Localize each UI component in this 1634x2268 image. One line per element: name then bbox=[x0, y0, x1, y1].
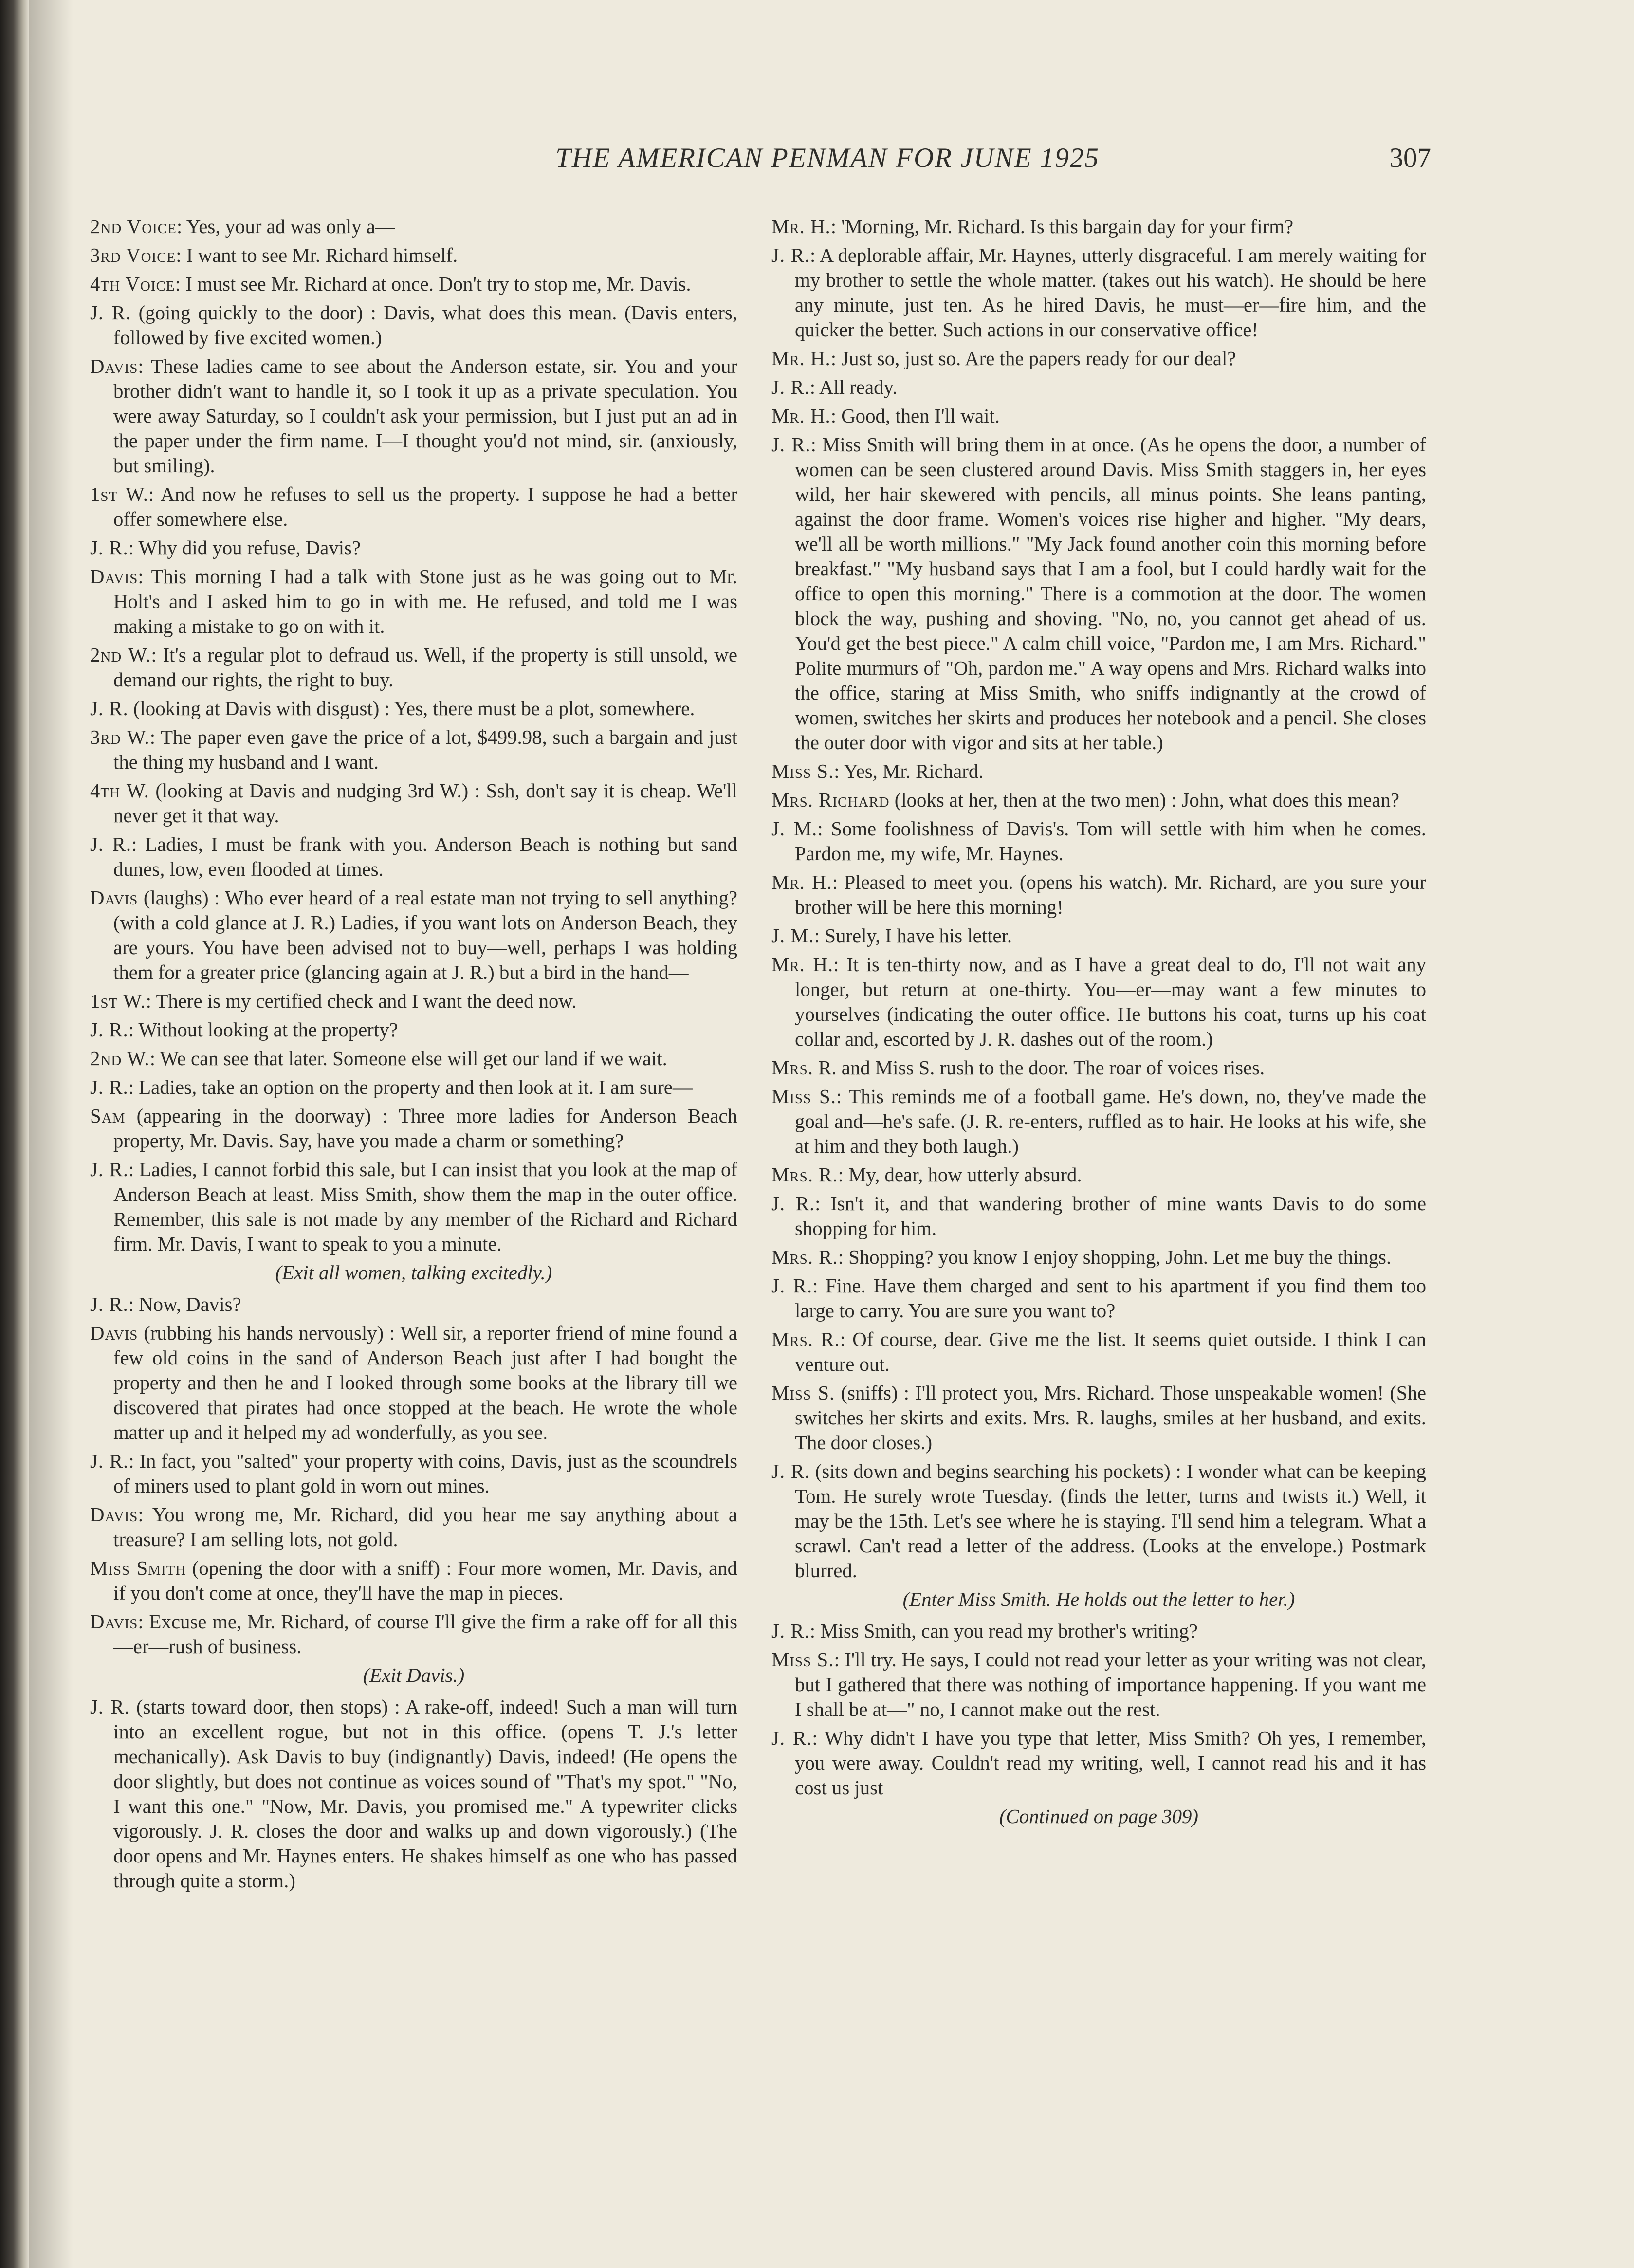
speaker-name: J. R. bbox=[771, 1460, 810, 1482]
speaker-name: Mrs. bbox=[771, 1057, 813, 1079]
dialogue-text: (appearing in the doorway) : Three more ladies for Anderson Beach property, Mr. Davis. Say, have you made a charm or something? bbox=[113, 1105, 737, 1152]
dialogue-line bbox=[90, 354, 737, 478]
speaker-name: 4th W. bbox=[90, 780, 149, 802]
dialogue-text: : And now he refuses to sell us the property. I suppose he had a better offer somewhere else. bbox=[113, 483, 737, 530]
speaker-name: Mrs. R. bbox=[771, 1164, 838, 1186]
stage-direction bbox=[771, 1587, 1426, 1612]
speaker-name: 3rd W. bbox=[90, 726, 150, 748]
dialogue-text: (sits down and begins searching his pockets) : I wonder what can be keeping Tom. He surely wrote Tuesday. (finds the letter, turns and twists it.) Well, it may be the 15th. Let's see where he is staying. I'll send him a telegram. What a scrawl. Can't read a letter of the address. (Looks at the envelope.) Postmark blurred. bbox=[795, 1460, 1427, 1582]
dialogue-line bbox=[771, 432, 1426, 755]
speaker-name: Mrs. Richard bbox=[771, 789, 890, 811]
speaker-name: Sam bbox=[90, 1105, 126, 1127]
dialogue-text: : Miss Smith, can you read my brother's writing? bbox=[809, 1620, 1198, 1642]
speaker-name: Miss S. bbox=[771, 1086, 836, 1107]
dialogue-text: : I want to see Mr. Richard himself. bbox=[176, 244, 458, 266]
dialogue-text: : Shopping? you know I enjoy shopping, John. Let me buy the things. bbox=[838, 1246, 1392, 1268]
dialogue-text: : Why didn't I have you type that letter, Miss Smith? Oh yes, I remember, you were away. Couldn't read my writing, well, I cannot read his and it has cost us just bbox=[795, 1727, 1427, 1799]
dialogue-text: : Miss Smith will bring them in at once. (As he opens the door, a number of women can be seen clustered around Davis. Miss Smith staggers in, her eyes wild, her hair skewered with pencils, all minus points. She leans panting, against the door frame. Women's voices rise higher and higher. "My dears, we'll all be worth millions." "My Jack found another coin this morning before breakfast." "My husband says that I am a fool, but I could hardly wait for the office to open this morning." There is a commotion at the door. The women block the way, pushing and shoving. "No, no, you cannot get ahead of us. You'd get the best piece." A calm chill voice, "Pardon me, I am Mrs. Richard." Polite murmurs of "Oh, pardon me." A way opens and Mrs. Richard walks into the office, staring at Miss Smith, who sniffs indignantly at the crowd of women, switches her skirts and produces her notebook and a pencil. She closes the outer door with vigor and sits at her table.) bbox=[795, 434, 1426, 754]
dialogue-line bbox=[771, 346, 1426, 371]
dialogue-line bbox=[90, 1609, 737, 1659]
dialogue-text: (rubbing his hands nervously) : Well sir, a reporter friend of mine found a few old coins in the sand of Anderson Beach just after I had bought the property and then he and I looked through some books at the library till we discovered that pirates had once stopped at the beach. He wrote the whole matter up and it helped my ad wonderfully, as you see. bbox=[113, 1322, 737, 1443]
speaker-name: J. R. bbox=[90, 537, 129, 559]
speaker-name: 2nd Voice bbox=[90, 216, 177, 238]
speaker-name: 1st W. bbox=[90, 483, 148, 505]
speaker-name: J. R. bbox=[90, 833, 132, 855]
left-column bbox=[90, 214, 737, 1897]
dialogue-line bbox=[90, 1449, 737, 1498]
dialogue-line bbox=[771, 1459, 1426, 1583]
dialogue-line bbox=[90, 989, 737, 1014]
dialogue-line bbox=[90, 1046, 737, 1071]
dialogue-line bbox=[90, 696, 737, 721]
dialogue-line bbox=[90, 1017, 737, 1042]
dialogue-text: : It is ten-thirty now, and as I have a great deal to do, I'll not wait any longer, but return at one-thirty. You—er—may want a few minutes to yourselves (indicating the outer office. He buttons his coat, turns up his coat collar and, escorted by J. R. dashes out of the room.) bbox=[795, 954, 1426, 1050]
dialogue-text: : Excuse me, Mr. Richard, of course I'll give the firm a rake off for all this—er—rush of business. bbox=[113, 1611, 737, 1658]
speaker-name: J. R. bbox=[771, 244, 810, 266]
stage-direction-text: (Exit Davis.) bbox=[363, 1664, 465, 1686]
dialogue-line bbox=[771, 1647, 1426, 1722]
dialogue-text: : Good, then I'll wait. bbox=[830, 405, 1000, 427]
dialogue-line bbox=[90, 300, 737, 350]
speaker-name: 1st W. bbox=[90, 990, 146, 1012]
dialogue-text: : Ladies, I cannot forbid this sale, but I can insist that you look at the map of Anderson Beach at least. Miss Smith, show them the map in the outer office. Remember, this sale is not made by any member of the Richard and Richard firm. Mr. Davis, I want to speak to you a minute. bbox=[113, 1159, 737, 1255]
speaker-name: Davis bbox=[90, 1504, 138, 1526]
dialogue-line bbox=[771, 1619, 1426, 1643]
speaker-name: 2nd W. bbox=[90, 1048, 150, 1069]
dialogue-text: : Ladies, I must be frank with you. Anderson Beach is nothing but sand dunes, low, even flooded at times. bbox=[113, 833, 737, 880]
speaker-name: Mrs. R. bbox=[771, 1246, 838, 1268]
right-column-body bbox=[771, 214, 1426, 1800]
dialogue-line bbox=[90, 778, 737, 828]
speaker-name: J. M. bbox=[771, 925, 814, 947]
dialogue-text: : I must see Mr. Richard at once. Don't try to stop me, Mr. Davis. bbox=[175, 273, 691, 295]
speaker-name: J. R. bbox=[771, 1193, 815, 1215]
speaker-name: J. R. bbox=[771, 1275, 813, 1297]
speaker-name: J. R. bbox=[90, 302, 131, 324]
stage-direction bbox=[90, 1663, 737, 1688]
dialogue-text: : This reminds me of a football game. He's down, no, they've made the goal and—he's safe. (J. R. re-enters, ruffled as to hair. He looks at his wife, she at him and they both laugh.) bbox=[795, 1086, 1426, 1157]
dialogue-line bbox=[90, 1321, 737, 1445]
dialogue-line bbox=[90, 214, 737, 239]
dialogue-text: : You wrong me, Mr. Richard, did you hear me say anything about a treasure? I am selling lots, not gold. bbox=[113, 1504, 737, 1550]
speaker-name: J. R. bbox=[771, 1620, 810, 1642]
dialogue-line bbox=[771, 1245, 1426, 1270]
stage-direction-text: (Exit all women, talking excitedly.) bbox=[275, 1262, 552, 1284]
speaker-name: J. R. bbox=[90, 1076, 129, 1098]
dialogue-line bbox=[771, 788, 1426, 812]
continued-note: (Continued on page 309) bbox=[999, 1806, 1199, 1827]
dialogue-text: : Why did you refuse, Davis? bbox=[128, 537, 361, 559]
dialogue-line bbox=[90, 272, 737, 296]
dialogue-text: : Pleased to meet you. (opens his watch). Mr. Richard, are you sure your brother will be here this morning! bbox=[795, 871, 1426, 918]
speaker-name: Mr. H. bbox=[771, 954, 834, 976]
stage-direction-text: (Enter Miss Smith. He holds out the letter to her.) bbox=[902, 1588, 1295, 1610]
dialogue-text: (looking at Davis and nudging 3rd W.) : Ssh, don't say it is cheap. We'll never get it that way. bbox=[113, 780, 737, 827]
speaker-name: Mr. H. bbox=[771, 871, 832, 893]
speaker-name: Miss Smith bbox=[90, 1557, 186, 1579]
dialogue-text: : Just so, just so. Are the papers ready for our deal? bbox=[830, 348, 1236, 369]
dialogue-line bbox=[90, 832, 737, 882]
dialogue-text: : Now, Davis? bbox=[128, 1293, 241, 1315]
dialogue-line bbox=[90, 564, 737, 639]
speaker-name: Mr. H. bbox=[771, 348, 831, 369]
dialogue-line bbox=[771, 923, 1426, 948]
dialogue-line bbox=[771, 1055, 1426, 1080]
dialogue-text: : Some foolishness of Davis's. Tom will settle with him when he comes. Pardon me, my wife, Mr. Haynes. bbox=[795, 818, 1426, 865]
dialogue-text: : These ladies came to see about the Anderson estate, sir. You and your brother didn't want to handle it, so I took it up as a private speculation. You were away Saturday, so I couldn't ask your permission, but I just put an ad in the paper under the firm name. I—I thought you'd not mind, sir. (anxiously, but smiling). bbox=[113, 355, 737, 477]
dialogue-line bbox=[90, 1502, 737, 1552]
dialogue-text: (looks at her, then at the two men) : John, what does this mean? bbox=[889, 789, 1400, 811]
speaker-name: 2nd W. bbox=[90, 644, 151, 666]
dialogue-line bbox=[90, 1104, 737, 1153]
stage-direction bbox=[90, 1260, 737, 1285]
speaker-name: 4th Voice bbox=[90, 273, 175, 295]
dialogue-text: (going quickly to the door) : Davis, what does this mean. (Davis enters, followed by five excited women.) bbox=[113, 302, 738, 349]
dialogue-text: (opening the door with a sniff) : Four more women, Mr. Davis, and if you don't come at once, they'll have the map in pieces. bbox=[113, 1557, 738, 1604]
speaker-name: Mr. H. bbox=[771, 216, 831, 238]
dialogue-text: : I'll try. He says, I could not read your letter as your writing was not clear, but I gathered that there was nothing of importance happening. If you want me I shall be at—" no, I cannot make out the rest. bbox=[795, 1649, 1426, 1720]
dialogue-line bbox=[90, 243, 737, 268]
dialogue-text: R. and Miss S. rush to the door. The roar of voices rises. bbox=[813, 1057, 1265, 1079]
speaker-name: J. R. bbox=[90, 698, 129, 719]
speaker-name: Mr. H. bbox=[771, 405, 831, 427]
dialogue-text: : Surely, I have his letter. bbox=[814, 925, 1012, 947]
speaker-name: 3rd Voice bbox=[90, 244, 176, 266]
dialogue-text: : Ladies, take an option on the property and then look at it. I am sure— bbox=[128, 1076, 693, 1098]
page-number: 307 bbox=[1389, 143, 1431, 173]
speaker-name: J. R. bbox=[771, 376, 810, 398]
dialogue-text: (sniffs) : I'll protect you, Mrs. Richard. Those unspeakable women! (She switches her skirts and exits. Mrs. R. laughs, smiles at her husband, and exits. The door closes.) bbox=[795, 1382, 1426, 1454]
right-column bbox=[771, 214, 1426, 1829]
dialogue-line bbox=[771, 1726, 1426, 1800]
dialogue-line bbox=[90, 885, 737, 985]
dialogue-line bbox=[90, 643, 737, 692]
dialogue-line bbox=[771, 243, 1426, 342]
speaker-name: J. R. bbox=[90, 1019, 129, 1041]
speaker-name: Miss S. bbox=[771, 1649, 834, 1671]
dialogue-line bbox=[771, 1273, 1426, 1323]
dialogue-line bbox=[771, 214, 1426, 239]
dialogue-text: : It's a regular plot to defraud us. Well, if the property is still unsold, we demand our rights, the right to buy. bbox=[113, 644, 737, 691]
dialogue-text: : Without looking at the property? bbox=[128, 1019, 398, 1041]
dialogue-text: : 'Morning, Mr. Richard. Is this bargain day for your firm? bbox=[830, 216, 1294, 238]
dialogue-line bbox=[771, 952, 1426, 1051]
speaker-name: Davis bbox=[90, 887, 138, 909]
dialogue-text: : A deplorable affair, Mr. Haynes, utterly disgraceful. I am merely waiting for my brother to settle the whole matter. (takes out his watch). He should be here any minute, just ten. As he hired Davis, he must—er—fire him, and the quicker the better. Such actions in our conservative office! bbox=[795, 244, 1426, 341]
dialogue-line bbox=[771, 1191, 1426, 1241]
speaker-name: J. R. bbox=[771, 1727, 812, 1749]
dialogue-text: : The paper even gave the price of a lot, $499.98, such a bargain and just the thing my husband and I want. bbox=[113, 726, 737, 773]
dialogue-line bbox=[771, 759, 1426, 784]
dialogue-line bbox=[90, 1292, 737, 1317]
dialogue-line bbox=[90, 725, 737, 774]
dialogue-text: : Yes, Mr. Richard. bbox=[834, 760, 984, 782]
dialogue-text: : In fact, you "salted" your property with coins, Davis, just as the scoundrels of miners used to plant gold in worn out mines. bbox=[113, 1450, 738, 1497]
speaker-name: Davis bbox=[90, 566, 138, 588]
speaker-name: J. R. bbox=[90, 1696, 130, 1718]
dialogue-line bbox=[90, 1157, 737, 1256]
dialogue-text: : There is my certified check and I want the deed now. bbox=[146, 990, 577, 1012]
dialogue-line bbox=[771, 1327, 1426, 1377]
dialogue-line bbox=[771, 1084, 1426, 1159]
dialogue-text: : Of course, dear. Give me the list. It seems quiet outside. I think I can venture out. bbox=[795, 1328, 1426, 1375]
dialogue-line bbox=[771, 816, 1426, 866]
speaker-name: Mrs. R. bbox=[771, 1328, 840, 1350]
speaker-name: Miss S. bbox=[771, 1382, 835, 1404]
dialogue-text: : Isn't it, and that wandering brother of mine wants Davis to do some shopping for him. bbox=[795, 1193, 1426, 1239]
dialogue-text: : All ready. bbox=[809, 376, 898, 398]
speaker-name: J. R. bbox=[771, 434, 811, 456]
running-title: THE AMERICAN PENMAN FOR JUNE 1925 bbox=[555, 143, 1100, 173]
dialogue-text: : We can see that later. Someone else will get our land if we wait. bbox=[149, 1048, 667, 1069]
dialogue-text: : Yes, your ad was only a— bbox=[176, 216, 395, 238]
dialogue-line bbox=[90, 1556, 737, 1605]
speaker-name: J. R. bbox=[90, 1293, 129, 1315]
dialogue-line bbox=[90, 535, 737, 560]
dialogue-text: : Fine. Have them charged and sent to his apartment if you find them too large to carry. You are sure you want to? bbox=[795, 1275, 1426, 1322]
dialogue-text: : My, dear, how utterly absurd. bbox=[838, 1164, 1082, 1186]
dialogue-line bbox=[771, 1381, 1426, 1455]
speaker-name: Miss S. bbox=[771, 760, 834, 782]
speaker-name: Davis bbox=[90, 355, 138, 377]
dialogue-text: (starts toward door, then stops) : A rake-off, indeed! Such a man will turn into an excellent rogue, but not in this office. (opens T. J.'s letter mechanically). Ask Davis to buy (indignantly) Davis, indeed! (He opens the door slightly, but does not continue as voices sound of "That's my spot." "No, I want this one." "Now, Mr. Davis, you promised me." A typewriter clicks vigorously. J. R. closes the door and walks up and down vigorously.) (The door opens and Mr. Haynes enters. He shakes himself as one who has passed through quite a storm.) bbox=[113, 1696, 737, 1892]
dialogue-text: : This morning I had a talk with Stone just as he was going out to Mr. Holt's and I asked him to go in with me. He refused, and told me I was making a mistake to go on with it. bbox=[113, 566, 737, 637]
dialogue-text: (looking at Davis with disgust) : Yes, there must be a plot, somewhere. bbox=[128, 698, 695, 719]
dialogue-line bbox=[771, 404, 1426, 428]
dialogue-text: (laughs) : Who ever heard of a real estate man not trying to sell anything? (with a cold glance at J. R.) Ladies, if you want lots on Anderson Beach, they are yours. You have been advised not to buy—well, perhaps I was holding them for a greater price (glancing again at J. R.) but a bird in the hand— bbox=[113, 887, 737, 983]
speaker-name: J. M. bbox=[771, 818, 818, 840]
speaker-name: Davis bbox=[90, 1611, 138, 1633]
speaker-name: J. R. bbox=[90, 1450, 129, 1472]
dialogue-line bbox=[771, 375, 1426, 400]
dialogue-line bbox=[771, 1162, 1426, 1187]
dialogue-line bbox=[90, 1695, 737, 1893]
dialogue-line bbox=[771, 870, 1426, 920]
dialogue-line bbox=[90, 1075, 737, 1100]
speaker-name: Davis bbox=[90, 1322, 138, 1344]
dialogue-line bbox=[90, 482, 737, 532]
speaker-name: J. R. bbox=[90, 1159, 129, 1180]
